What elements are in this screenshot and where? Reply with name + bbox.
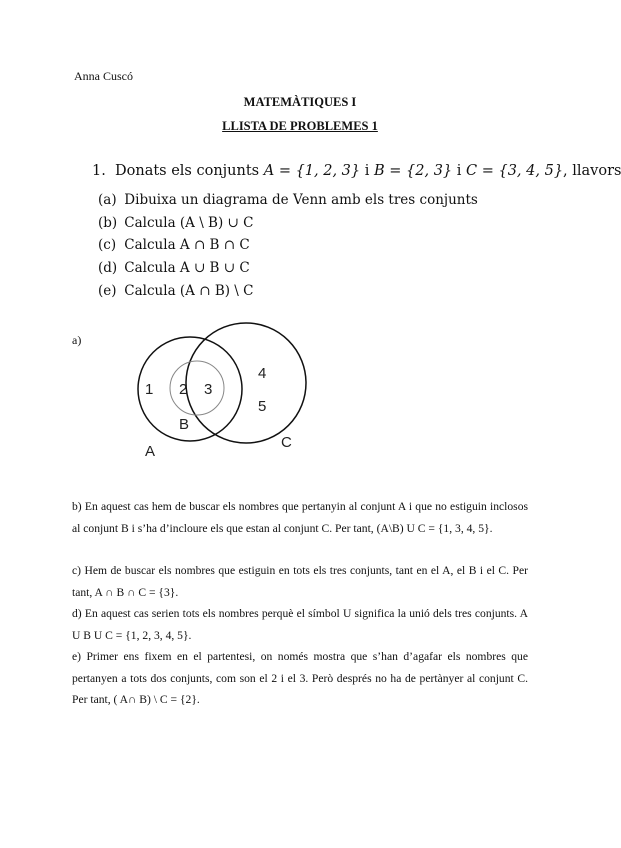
answer-b-text: b) En aquest cas hem de buscar els nombres que pertanyin al conjunt A i que no estiguin inclosos al conjunt B i s’ha d’incloure els que estan al conjunt C. Per tant, (A\B) U C = {1, 3, 4, 5}. bbox=[72, 500, 528, 535]
set-a-circle bbox=[138, 337, 242, 441]
problem-text-part: , llavors bbox=[563, 163, 621, 179]
answer-b bbox=[72, 496, 528, 539]
venn-label-a: A bbox=[145, 443, 156, 460]
answer-a-label: a) bbox=[72, 333, 82, 347]
sub-item-a bbox=[98, 192, 478, 208]
problem-text bbox=[115, 163, 621, 179]
answer-c-text: c) Hem de buscar els nombres que estiguin en tots els tres conjunts, tant en el A, el B i el C. Per tant, A ∩ B ∩ C = {3}. bbox=[72, 564, 528, 599]
venn-number-4: 4 bbox=[258, 365, 267, 382]
venn-number-5: 5 bbox=[258, 398, 267, 415]
sub-item-label: (d) bbox=[98, 260, 118, 276]
venn-label-b: B bbox=[179, 416, 190, 433]
set-c-definition: C = {3, 4, 5} bbox=[466, 163, 564, 179]
document-title: MATEMÀTIQUES I bbox=[243, 95, 357, 109]
problem-number: 1. bbox=[92, 163, 106, 179]
venn-number-3: 3 bbox=[204, 381, 213, 398]
answer-e-text: e) Primer ens fixem en el partentesi, on només mostra que s’han d’agafar els nombres que pertanyen a tots dos conjunts, com son el 2 i el 3. Però després no ha de pertànyer al conjunt C. Per tant, ( A∩ B) \ C = {2}. bbox=[72, 650, 528, 706]
sub-item-label: (c) bbox=[98, 237, 117, 253]
set-b-definition: B = {2, 3} bbox=[374, 163, 453, 179]
sub-item-b bbox=[98, 215, 253, 231]
sub-item-text: Dibuixa un diagrama de Venn amb els tres conjunts bbox=[124, 192, 478, 208]
sub-item-text: Calcula A ∩ B ∩ C bbox=[124, 237, 250, 253]
sub-item-d bbox=[98, 260, 250, 276]
venn-diagram bbox=[0, 300, 600, 470]
venn-number-1: 1 bbox=[145, 381, 154, 398]
problem-text-part: i bbox=[360, 163, 374, 179]
answer-d bbox=[72, 603, 528, 646]
sub-item-c bbox=[98, 237, 250, 253]
answer-e bbox=[72, 646, 528, 711]
sub-item-text: Calcula (A \ B) ∪ C bbox=[124, 215, 254, 231]
sub-item-label: (e) bbox=[98, 283, 117, 299]
sub-item-e bbox=[98, 283, 253, 299]
sub-item-label: (a) bbox=[98, 192, 117, 208]
document-subtitle: LLISTA DE PROBLEMES 1 bbox=[222, 119, 378, 133]
problem-text-part: i bbox=[452, 163, 467, 179]
problem-text-part: Donats els conjunts bbox=[115, 163, 264, 179]
sub-item-label: (b) bbox=[98, 215, 118, 231]
venn-number-2: 2 bbox=[179, 381, 188, 398]
sub-item-text: Calcula A ∪ B ∪ C bbox=[124, 260, 250, 276]
venn-label-c: C bbox=[281, 434, 292, 451]
author-name: Anna Cuscó bbox=[74, 69, 133, 83]
sub-item-text: Calcula (A ∩ B) \ C bbox=[124, 283, 254, 299]
set-a-definition: A = {1, 2, 3} bbox=[263, 163, 361, 179]
answer-d-text: d) En aquest cas serien tots els nombres perquè el símbol U significa la unió dels tres conjunts. A U B U C = {1, 2, 3, 4, 5}. bbox=[72, 607, 528, 642]
answer-c bbox=[72, 560, 528, 603]
